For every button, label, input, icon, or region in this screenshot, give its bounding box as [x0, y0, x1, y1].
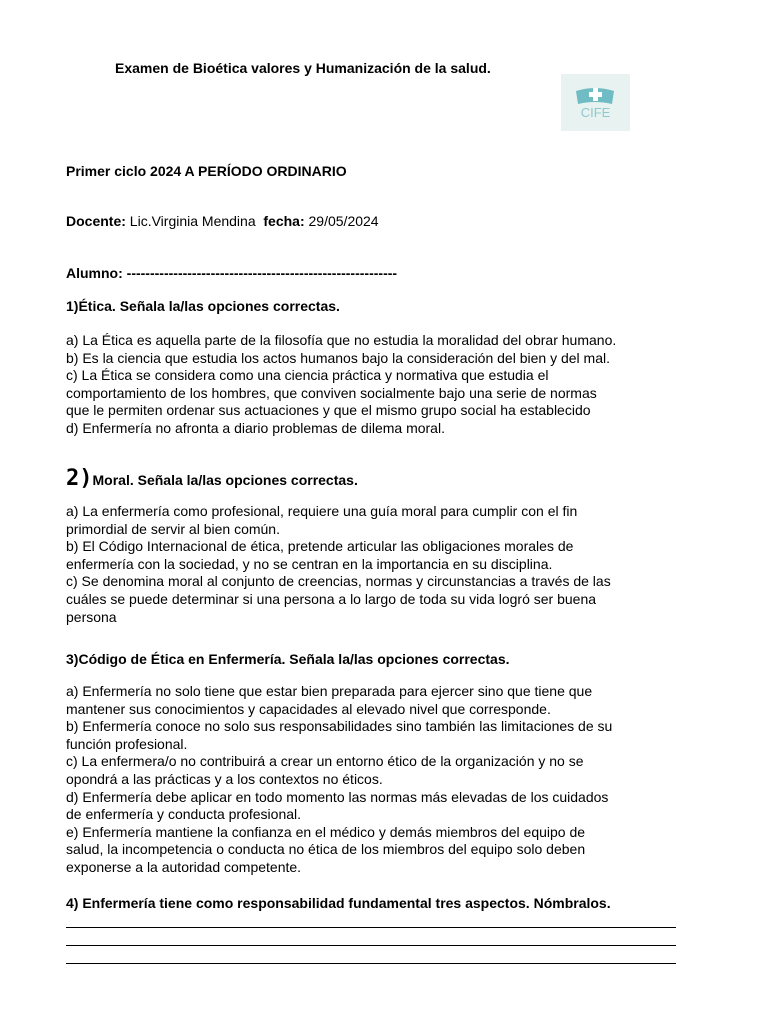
option-line: e) Enfermería mantiene la confianza en el médico y demás miembros del equipo de: [66, 823, 586, 840]
question-2-options: [66, 503, 706, 626]
option-line: c) La enfermera/o no contribuirá a crear un entorno ético de la organización y no se: [66, 753, 584, 770]
question-4-text: Enfermería tiene como responsabilidad fundamental tres aspectos. Nómbralos.: [78, 895, 611, 911]
fecha-label: fecha:: [263, 213, 305, 229]
option-line: a) La Ética es aquella parte de la filosofía que no estudia la moralidad del obrar humano.: [66, 332, 617, 348]
question-2-heading: [66, 466, 358, 491]
question-4-number: 4): [66, 895, 79, 911]
question-1-options: [66, 332, 706, 438]
question-2-number: 2): [66, 466, 93, 491]
option-line: función profesional.: [66, 735, 188, 752]
exam-title: Examen de Bioética valores y Humanización de la salud.: [115, 60, 491, 76]
option-line: comportamiento de los hombres, que conviven socialmente bajo una serie de normas: [66, 384, 597, 401]
question-4-heading: [66, 895, 611, 911]
answer-line: [66, 945, 676, 946]
question-2-text: Moral. Señala la/las opciones correctas.: [92, 472, 358, 488]
question-3-text: Código de Ética en Enfermería. Señala la/las opciones correctas.: [78, 651, 510, 667]
cife-logo-text: CIFE: [580, 105, 611, 120]
option-line: cuáles se puede determinar si una persona a lo largo de toda su vida logró ser buena: [66, 590, 597, 607]
option-line: b) El Código Internacional de ética, pretende articular las obligaciones morales de: [66, 538, 574, 555]
fecha-value: 29/05/2024: [304, 213, 379, 229]
question-1-number: 1): [66, 298, 79, 314]
option-line: salud, la incompetencia o conducta no ética de los miembros del equipo solo deben: [66, 841, 586, 858]
alumno-line: Alumno: ----------------------------------------------------------: [66, 265, 398, 281]
option-line: enfermería con la sociedad, y no se centran en la importancia en su disciplina.: [66, 555, 553, 572]
option-line: de enfermería y conducta profesional.: [66, 806, 302, 823]
answer-line: [66, 963, 676, 964]
option-line: c) La Ética se considera como una ciencia práctica y normativa que estudia el: [66, 367, 549, 384]
option-line: d) Enfermería no afronta a diario problemas de dilema moral.: [66, 419, 445, 436]
option-line: a) La enfermería como profesional, requiere una guía moral para cumplir con el fin: [66, 503, 578, 519]
docente-value: Lic.Virginia Mendina: [125, 213, 264, 229]
option-line: b) Es la ciencia que estudia los actos humanos bajo la consideración del bien y del mal.: [66, 349, 610, 366]
question-1-heading: [66, 298, 340, 314]
answer-line: [66, 927, 676, 928]
option-line: opondrá a las prácticas y a los contextos no éticos.: [66, 770, 383, 787]
question-3-options: [66, 683, 706, 877]
question-3-heading: [66, 651, 510, 667]
option-line: mantener sus conocimientos y capacidades al elevado nivel que corresponde.: [66, 700, 551, 717]
option-line: persona: [66, 608, 117, 625]
cife-logo-icon: [561, 74, 630, 131]
cife-logo: [561, 74, 630, 131]
cycle-line: Primer ciclo 2024 A PERÍODO ORDINARIO: [66, 163, 347, 179]
option-line: d) Enfermería debe aplicar en todo momento las normas más elevadas de los cuidados: [66, 788, 609, 805]
option-line: que le permiten ordenar sus actuaciones y que el mismo grupo social ha establecido: [66, 402, 591, 419]
question-1-text: Ética. Señala la/las opciones correctas.: [78, 298, 340, 314]
docente-label: Docente:: [66, 213, 126, 229]
option-line: b) Enfermería conoce no solo sus responsabilidades sino también las limitaciones de su: [66, 718, 613, 735]
option-line: exponerse a la autoridad competente.: [66, 858, 302, 875]
option-line: c) Se denomina moral al conjunto de creencias, normas y circunstancias a través de las: [66, 573, 611, 590]
option-line: primordial de servir al bien común.: [66, 520, 280, 537]
option-line: a) Enfermería no solo tiene que estar bien preparada para ejercer sino que tiene que: [66, 683, 593, 699]
question-3-number: 3): [66, 651, 79, 667]
docente-line: [66, 213, 379, 229]
